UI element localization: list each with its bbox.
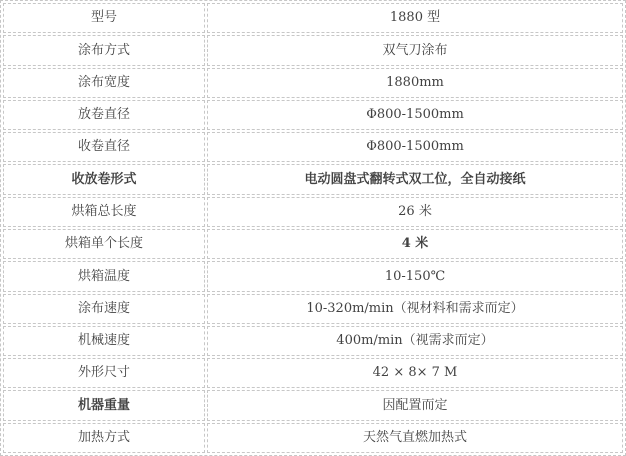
spec-label: 收放卷形式 (3, 164, 205, 194)
spec-label: 型号 (3, 3, 205, 33)
spec-value: 26 米 (207, 197, 623, 227)
spec-label: 烘箱温度 (3, 261, 205, 291)
spec-value: 1880mm (207, 68, 623, 98)
spec-value: 因配置而定 (207, 390, 623, 420)
table-row (3, 197, 623, 227)
spec-label: 涂布方式 (3, 35, 205, 65)
table-row (3, 261, 623, 291)
spec-value: 天然气直燃加热式 (207, 423, 623, 453)
spec-value: 电动圆盘式翻转式双工位，全自动接纸 (207, 164, 623, 194)
spec-label: 烘箱单个长度 (3, 229, 205, 259)
spec-value: 400m/min（视需求而定） (207, 326, 623, 356)
table-row (3, 358, 623, 388)
spec-value: Φ800-1500mm (207, 132, 623, 162)
spec-value: 4 米 (207, 229, 623, 259)
table-row (3, 229, 623, 259)
spec-value: 42 × 8× 7 M (207, 358, 623, 388)
table-row (3, 423, 623, 453)
table-row (3, 68, 623, 98)
spec-label: 外形尺寸 (3, 358, 205, 388)
spec-value: Φ800-1500mm (207, 100, 623, 130)
table-row (3, 164, 623, 194)
table-row (3, 100, 623, 130)
table-row (3, 294, 623, 324)
spec-table-body (3, 3, 623, 453)
spec-value: 1880 型 (207, 3, 623, 33)
table-row (3, 132, 623, 162)
spec-value: 双气刀涂布 (207, 35, 623, 65)
spec-label: 涂布宽度 (3, 68, 205, 98)
table-row (3, 3, 623, 33)
table-row (3, 326, 623, 356)
table-row (3, 35, 623, 65)
spec-label: 收卷直径 (3, 132, 205, 162)
spec-label: 加热方式 (3, 423, 205, 453)
table-row (3, 390, 623, 420)
spec-label: 放卷直径 (3, 100, 205, 130)
spec-label: 机器重量 (3, 390, 205, 420)
spec-label: 涂布速度 (3, 294, 205, 324)
spec-value: 10-320m/min（视材料和需求而定） (207, 294, 623, 324)
spec-label: 烘箱总长度 (3, 197, 205, 227)
spec-label: 机械速度 (3, 326, 205, 356)
spec-value: 10-150℃ (207, 261, 623, 291)
